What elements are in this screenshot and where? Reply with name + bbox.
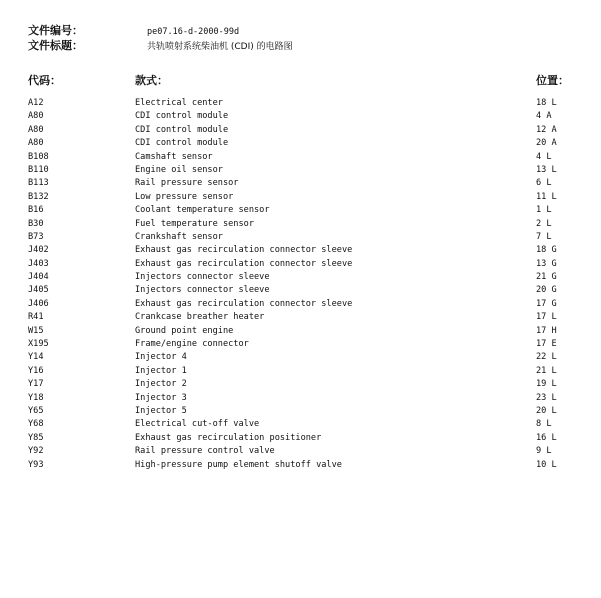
row-code: B30 bbox=[28, 218, 44, 229]
row-code: Y14 bbox=[28, 352, 44, 363]
row-position: 6 L bbox=[536, 178, 552, 189]
table-row bbox=[28, 231, 588, 244]
row-description: Rail pressure sensor bbox=[135, 178, 239, 189]
row-code: B113 bbox=[28, 178, 49, 189]
row-code: B73 bbox=[28, 231, 44, 242]
table-row bbox=[28, 97, 588, 110]
table-row bbox=[28, 110, 588, 123]
row-description: CDI control module bbox=[135, 111, 229, 122]
column-header-code: 代码： bbox=[28, 74, 61, 87]
table-row bbox=[28, 338, 588, 351]
row-position: 12 A bbox=[536, 124, 557, 135]
row-position: 8 L bbox=[536, 419, 552, 430]
table-row bbox=[28, 405, 588, 418]
table-row bbox=[28, 311, 588, 324]
table-row bbox=[28, 298, 588, 311]
row-description: Injector 1 bbox=[135, 365, 187, 376]
row-description: Frame/engine connector bbox=[135, 339, 249, 350]
row-code: B110 bbox=[28, 164, 49, 175]
table-row bbox=[28, 284, 588, 297]
row-description: Coolant temperature sensor bbox=[135, 205, 270, 216]
row-position: 17 L bbox=[536, 312, 557, 323]
row-code: A80 bbox=[28, 124, 44, 135]
row-code: B16 bbox=[28, 205, 44, 216]
table-row bbox=[28, 244, 588, 257]
row-code: J403 bbox=[28, 258, 49, 269]
row-description: Electrical cut-off valve bbox=[135, 419, 260, 430]
row-code: Y16 bbox=[28, 365, 44, 376]
table-row bbox=[28, 418, 588, 431]
table-row bbox=[28, 177, 588, 190]
row-position: 13 G bbox=[536, 258, 557, 269]
row-position: 1 L bbox=[536, 205, 552, 216]
row-position: 21 L bbox=[536, 365, 557, 376]
table-row bbox=[28, 271, 588, 284]
row-description: Injector 5 bbox=[135, 405, 187, 416]
row-code: J406 bbox=[28, 298, 49, 309]
row-position: 4 A bbox=[536, 111, 552, 122]
row-position: 21 G bbox=[536, 272, 557, 283]
table-row bbox=[28, 204, 588, 217]
document-number-row bbox=[28, 22, 293, 37]
row-code: A80 bbox=[28, 138, 44, 149]
table-row bbox=[28, 445, 588, 458]
row-code: Y65 bbox=[28, 405, 44, 416]
row-description: Injector 4 bbox=[135, 352, 187, 363]
row-position: 18 L bbox=[536, 98, 557, 108]
row-description: Injector 3 bbox=[135, 392, 187, 403]
document-title-row bbox=[28, 37, 293, 52]
table-row bbox=[28, 151, 588, 164]
row-code: J402 bbox=[28, 245, 49, 256]
row-position: 17 G bbox=[536, 298, 557, 309]
document-number-value: pe07.16-d-2000-99d bbox=[147, 27, 240, 37]
table-row bbox=[28, 392, 588, 405]
column-header-position: 位置： bbox=[536, 74, 569, 87]
row-description: Exhaust gas recirculation connector sleeve bbox=[135, 298, 353, 309]
row-code: A80 bbox=[28, 111, 44, 122]
row-code: B132 bbox=[28, 191, 49, 202]
table-row bbox=[28, 137, 588, 150]
table-row bbox=[28, 164, 588, 177]
row-code: A12 bbox=[28, 98, 44, 108]
row-code: Y18 bbox=[28, 392, 44, 403]
row-description: High-pressure pump element shutoff valve bbox=[135, 459, 342, 470]
row-code: B108 bbox=[28, 151, 49, 162]
row-position: 20 G bbox=[536, 285, 557, 296]
row-code: Y92 bbox=[28, 446, 44, 457]
row-description: Camshaft sensor bbox=[135, 151, 213, 162]
row-position: 20 L bbox=[536, 405, 557, 416]
row-code: J404 bbox=[28, 272, 49, 283]
document-title-value: 共轨喷射系统柴油机 (CDI) 的电路图 bbox=[147, 42, 293, 52]
row-code: X195 bbox=[28, 339, 49, 350]
row-code: Y85 bbox=[28, 432, 44, 443]
row-code: Y93 bbox=[28, 459, 44, 470]
column-header-description: 款式： bbox=[135, 74, 168, 87]
row-description: Rail pressure control valve bbox=[135, 446, 275, 457]
row-position: 13 L bbox=[536, 164, 557, 175]
row-description: Crankshaft sensor bbox=[135, 231, 223, 242]
table-row bbox=[28, 124, 588, 137]
row-description: Ground point engine bbox=[135, 325, 234, 336]
row-position: 9 L bbox=[536, 446, 552, 457]
row-code: W15 bbox=[28, 325, 44, 336]
table-row bbox=[28, 365, 588, 378]
row-position: 11 L bbox=[536, 191, 557, 202]
table-row bbox=[28, 351, 588, 364]
row-description: Exhaust gas recirculation positioner bbox=[135, 432, 322, 443]
row-code: R41 bbox=[28, 312, 44, 323]
document-meta bbox=[28, 22, 293, 52]
component-table bbox=[28, 97, 588, 472]
row-description: Crankcase breather heater bbox=[135, 312, 265, 323]
table-row bbox=[28, 218, 588, 231]
row-description: Exhaust gas recirculation connector sleeve bbox=[135, 258, 353, 269]
row-description: Fuel temperature sensor bbox=[135, 218, 254, 229]
row-code: J405 bbox=[28, 285, 49, 296]
table-row bbox=[28, 325, 588, 338]
document-title-label: 文件标题： bbox=[28, 39, 83, 52]
table-row bbox=[28, 378, 588, 391]
row-position: 17 H bbox=[536, 325, 557, 336]
row-position: 23 L bbox=[536, 392, 557, 403]
row-position: 22 L bbox=[536, 352, 557, 363]
row-position: 19 L bbox=[536, 379, 557, 390]
table-row bbox=[28, 459, 588, 472]
row-description: Injector 2 bbox=[135, 379, 187, 390]
row-position: 17 E bbox=[536, 339, 557, 350]
row-code: Y68 bbox=[28, 419, 44, 430]
row-description: Exhaust gas recirculation connector sleeve bbox=[135, 245, 353, 256]
row-position: 2 L bbox=[536, 218, 552, 229]
row-position: 4 L bbox=[536, 151, 552, 162]
table-row bbox=[28, 432, 588, 445]
row-code: Y17 bbox=[28, 379, 44, 390]
row-position: 20 A bbox=[536, 138, 557, 149]
row-position: 18 G bbox=[536, 245, 557, 256]
row-position: 16 L bbox=[536, 432, 557, 443]
row-description: Electrical center bbox=[135, 98, 223, 108]
row-description: Low pressure sensor bbox=[135, 191, 234, 202]
row-description: Engine oil sensor bbox=[135, 164, 223, 175]
row-position: 10 L bbox=[536, 459, 557, 470]
table-row bbox=[28, 258, 588, 271]
row-description: Injectors connector sleeve bbox=[135, 272, 270, 283]
table-row bbox=[28, 191, 588, 204]
row-position: 7 L bbox=[536, 231, 552, 242]
row-description: Injectors connector sleeve bbox=[135, 285, 270, 296]
row-description: CDI control module bbox=[135, 138, 229, 149]
row-description: CDI control module bbox=[135, 124, 229, 135]
document-number-label: 文件编号： bbox=[28, 24, 83, 37]
